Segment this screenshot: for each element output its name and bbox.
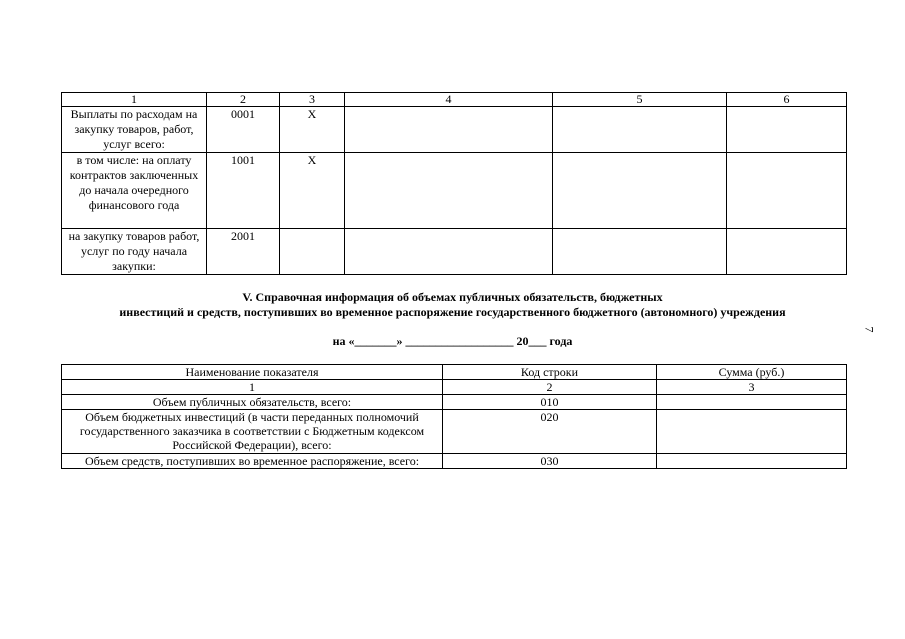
table-row (62, 229, 847, 275)
column-number-5: 5 (553, 93, 727, 107)
column-number-3: 3 (657, 380, 847, 395)
row-code: 0001 (207, 107, 280, 153)
column-numbers-row (62, 380, 847, 395)
empty-cell (345, 229, 553, 275)
row-col3 (280, 229, 345, 275)
table-header-row (62, 365, 847, 380)
row-col3: X (280, 107, 345, 153)
header-row-code: Код строки (443, 365, 657, 380)
row-name: в том числе: на оплату контрактов заключенных до начала очередного финансового года (62, 153, 207, 229)
header-indicator-name: Наименование показателя (62, 365, 443, 380)
row-col3: X (280, 153, 345, 229)
column-number-6: 6 (727, 93, 847, 107)
empty-cell (345, 153, 553, 229)
table-row (62, 454, 847, 469)
column-number-4: 4 (345, 93, 553, 107)
row-code: 010 (443, 395, 657, 410)
row-sum (657, 454, 847, 469)
row-code: 020 (443, 410, 657, 454)
column-number-1: 1 (62, 380, 443, 395)
table-row (62, 395, 847, 410)
column-number-2: 2 (443, 380, 657, 395)
empty-cell (345, 107, 553, 153)
row-code: 2001 (207, 229, 280, 275)
column-number-3: 3 (280, 93, 345, 107)
row-sum (657, 395, 847, 410)
row-code: 030 (443, 454, 657, 469)
row-code: 1001 (207, 153, 280, 229)
header-sum: Сумма (руб.) (657, 365, 847, 380)
empty-cell (553, 229, 727, 275)
row-sum (657, 410, 847, 454)
row-name: на закупку товаров работ, услуг по году начала закупки: (62, 229, 207, 275)
table-header-row (62, 93, 847, 107)
empty-cell (553, 153, 727, 229)
row-name: Объем бюджетных инвестиций (в части переданных полномочий государственного заказчика в соответствии с Бюджетным кодексом Российской Федерации), всего: (62, 410, 443, 454)
page-number: 7 (862, 326, 877, 333)
column-number-2: 2 (207, 93, 280, 107)
empty-cell (727, 153, 847, 229)
row-name: Объем публичных обязательств, всего: (62, 395, 443, 410)
row-name: Объем средств, поступивших во временное распоряжение, всего: (62, 454, 443, 469)
empty-cell (727, 229, 847, 275)
section-title-line-1: V. Справочная информация об объемах публичных обязательств, бюджетных (242, 290, 663, 304)
row-name: Выплаты по расходам на закупку товаров, работ, услуг всего: (62, 107, 207, 153)
section-title-line-2: инвестиций и средств, поступивших во временное распоряжение государственного бюджетного (автономного) учреждения (119, 305, 786, 319)
expenditure-table (61, 92, 847, 275)
table-row (62, 153, 847, 229)
table-row (62, 107, 847, 153)
empty-cell (727, 107, 847, 153)
empty-cell (553, 107, 727, 153)
section-title (0, 290, 905, 320)
column-number-1: 1 (62, 93, 207, 107)
table-row (62, 410, 847, 454)
reference-info-table (61, 364, 847, 469)
report-date-line: на «_______» __________________ 20___ года (332, 334, 573, 348)
